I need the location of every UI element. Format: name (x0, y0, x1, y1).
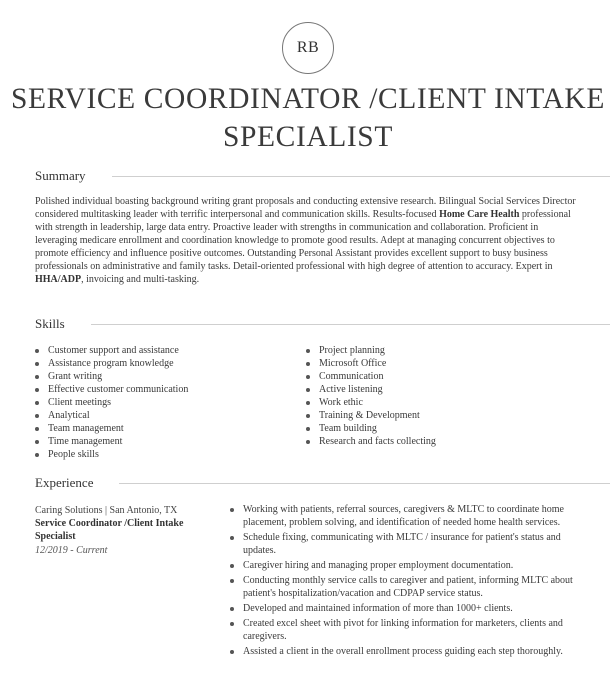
summary-segment: Polished individual boasting background writing grant proposals and conducting extensive research. Bilingual Social Services Director considered multitasking leader with terrific interpersonal and communication skills. Results-focused (35, 196, 576, 220)
summary-segment: , invoicing and multi-tasking. (81, 274, 200, 285)
summary-bold-term: HHA/ADP (35, 274, 82, 285)
summary-heading: Summary (35, 168, 86, 183)
summary-text (35, 195, 580, 286)
skills-list-right (305, 344, 436, 448)
skill-item: Active listening (305, 383, 436, 396)
summary-section-header (35, 168, 610, 184)
candidate-name: SERVICE COORDINATOR /CLIENT INTAKE SPECIALIST (11, 83, 605, 153)
skills-heading: Skills (35, 316, 65, 331)
summary-bold-term: Home Care Health (439, 209, 520, 220)
job-company-location: Caring Solutions | San Antonio, TX (35, 505, 178, 516)
job-info (35, 504, 225, 557)
summary-segment: professional with strength in leadership, large data entry. Proactive leader with strengths in communication and collaboration. Proficient in leveraging medicare enrollment and coordination knowledge to promote good results. Adept at managing concurrent objectives to promote efficiency and influence positive outcomes. Outstanding Personal Assistant provides excellent support to busy business professionals on administrative and family tasks. Detail-oriented professional with high degree of attention to accuracy. Expert in (35, 209, 571, 272)
responsibility-item: Conducting monthly service calls to caregiver and patient, informing MLTC about patient's hospitalization/vacation and CDPAP service status. (229, 574, 574, 600)
skill-item: People skills (34, 448, 188, 461)
responsibility-item: Caregiver hiring and managing proper employment documentation. (229, 559, 574, 572)
initials-text: RB (296, 39, 320, 56)
experience-section-header (35, 475, 610, 491)
skill-item: Team management (34, 422, 188, 435)
skills-list-left (34, 344, 188, 461)
skill-item: Training & Development (305, 409, 436, 422)
skill-item: Effective customer communication (34, 383, 188, 396)
responsibility-item: Working with patients, referral sources, caregivers & MLTC to coordinate home placement, problem solving, and identification of needed home health services. (229, 503, 574, 529)
skills-section-header (35, 316, 610, 332)
job-title: Service Coordinator /Client Intake Specialist (35, 518, 184, 542)
responsibility-item: Assisted a client in the overall enrollment process guiding each step thoroughly. (229, 645, 574, 658)
job-dates: 12/2019 - Current (35, 545, 108, 556)
skill-item: Time management (34, 435, 188, 448)
skill-item: Customer support and assistance (34, 344, 188, 357)
section-divider (119, 483, 610, 484)
skill-item: Research and facts collecting (305, 435, 436, 448)
skill-item: Microsoft Office (305, 357, 436, 370)
skill-item: Team building (305, 422, 436, 435)
skill-item: Client meetings (34, 396, 188, 409)
skill-item: Work ethic (305, 396, 436, 409)
skill-item: Grant writing (34, 370, 188, 383)
initials-monogram (282, 22, 334, 74)
skill-item: Assistance program knowledge (34, 357, 188, 370)
skill-item: Analytical (34, 409, 188, 422)
section-divider (91, 324, 610, 325)
experience-heading: Experience (35, 475, 94, 490)
skill-item: Project planning (305, 344, 436, 357)
responsibility-item: Created excel sheet with pivot for linking information for marketers, clients and caregivers. (229, 617, 574, 643)
responsibility-item: Developed and maintained information of more than 1000+ clients. (229, 602, 574, 615)
job-responsibilities (229, 503, 574, 660)
responsibility-item: Schedule fixing, communicating with MLTC / insurance for patient's status and updates. (229, 531, 574, 557)
section-divider (112, 176, 610, 177)
skill-item: Communication (305, 370, 436, 383)
